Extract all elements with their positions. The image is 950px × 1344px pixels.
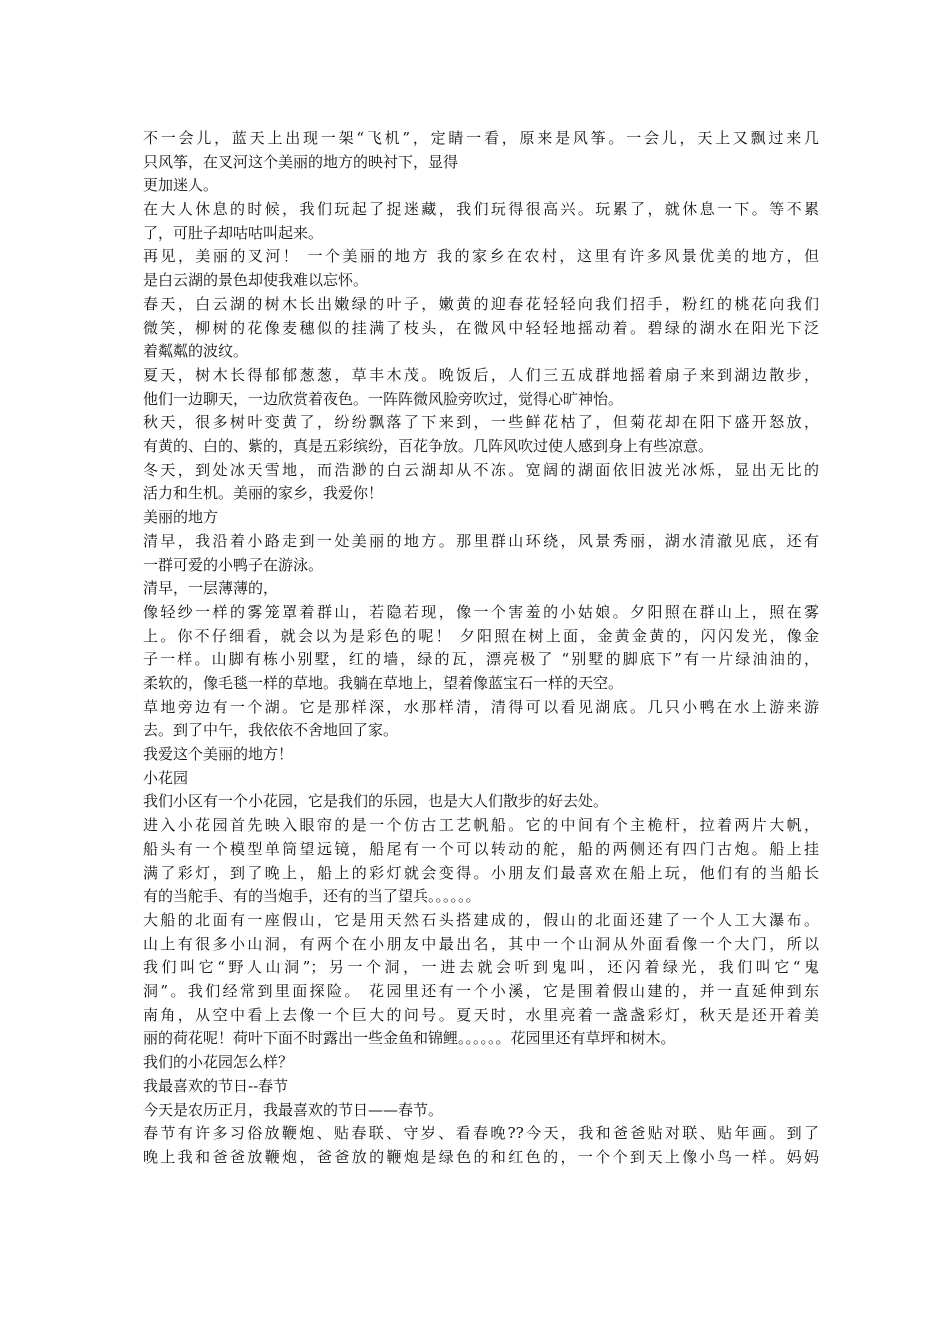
text-line: 更加迷人。 [143,176,219,195]
text-line: 春天，白云湖的树木长出嫩绿的叶子，嫩黄的迎春花轻轻向我们招手，粉红的桃花向我们 [143,294,819,313]
text-line: 上。你不仔细看，就会以为是彩色的呢！ 夕阳照在树上面，金黄金黄的，闪闪发光，像金 [143,626,819,645]
text-line: 船头有一个模型单筒望远镜，船尾有一个可以转动的舵，船的两侧还有四门古炮。船上挂 [143,839,819,858]
text-line: 清早，我沿着小路走到一处美丽的地方。那里群山环绕，风景秀丽，湖水清澈见底，还有 [143,531,819,550]
text-line: 丽的荷花呢！荷叶下面不时露出一些金鱼和锦鲤。。。。。。花园里还有草坪和树木。 [143,1029,676,1048]
text-line: 洞”。我们经常到里面探险。 花园里还有一个小溪，它是围着假山建的，并一直延伸到东 [143,982,819,1001]
text-line: 他们一边聊天，一边欣赏着夜色。一阵阵微风脸旁吹过，觉得心旷神怡。 [143,389,624,408]
text-line: 我爱这个美丽的地方！ [143,745,294,764]
text-line: 我们叫它“野人山洞”；另一个洞，一进去就会听到鬼叫，还闪着绿光，我们叫它“鬼 [143,958,819,977]
text-line: 了，可肚子却咕咕叫起来。 [143,223,324,242]
text-line: 冬天，到处冰天雪地，而浩渺的白云湖却从不冻。宽阔的湖面依旧波光冰烁，显出无比的 [143,460,819,479]
text-line: 一群可爱的小鸭子在游泳。 [143,555,324,574]
text-line: 在大人休息的时候，我们玩起了捉迷藏，我们玩得很高兴。玩累了，就休息一下。等不累 [143,200,819,219]
text-line: 春节有许多习俗放鞭炮、贴春联、守岁、看春晚??今天，我和爸爸贴对联、贴年画。到了 [143,1124,819,1143]
text-line: 满了彩灯，到了晚上，船上的彩灯就会变得。小朋友们最喜欢在船上玩，他们有的当船长 [143,863,819,882]
section-heading: 小花园 [143,768,189,787]
text-line: 柔软的，像毛毯一样的草地。我躺在草地上，望着像蓝宝石一样的天空。 [143,673,624,692]
text-line: 进入小花园首先映入眼帘的是一个仿古工艺帆船。它的中间有个主桅杆，拉着两片大帆， [143,816,819,835]
text-line: 有黄的、白的、紫的，真是五彩缤纷，百花争放。几阵风吹过使人感到身上有些凉意。 [143,437,714,456]
text-line: 子一样。山脚有栋小别墅，红的墙，绿的瓦，漂亮极了 “别墅的脚底下”有一片绿油油的， [143,650,819,669]
text-line: 清早，一层薄薄的， [143,579,279,598]
text-line: 着粼粼的波纹。 [143,342,249,361]
text-line: 我们的小花园怎么样？ [143,1053,294,1072]
text-line: 是白云湖的景色却使我难以忘怀。 [143,271,369,290]
text-line: 南角，从空中看上去像一个巨大的问号。夏天时，水里亮着一盏盏彩灯，秋天是还开着美 [143,1005,819,1024]
text-line: 我们小区有一个小花园，它是我们的乐园，也是大人们散步的好去处。 [143,792,609,811]
text-line: 草地旁边有一个湖。它是那样深，水那样清，清得可以看见湖底。几只小鸭在水上游来游 [143,697,819,716]
document-body [143,127,819,1170]
text-line: 只风筝，在叉河这个美丽的地方的映衬下，显得 [143,152,459,171]
text-line: 夏天，树木长得郁郁葱葱，草丰木茂。晚饭后，人们三五成群地摇着扇子来到湖边散步， [143,365,819,384]
section-heading: 我最喜欢的节日--春节 [143,1076,289,1095]
text-line: 今天是农历正月，我最喜欢的节日——春节。 [143,1100,444,1119]
text-line: 去。到了中午，我依依不舍地回了家。 [143,721,399,740]
text-line: 晚上我和爸爸放鞭炮，爸爸放的鞭炮是绿色的和红色的，一个个到天上像小鸟一样。妈妈 [143,1147,819,1166]
text-line: 有的当舵手、有的当炮手，还有的当了望兵。。。。。。 [143,887,481,906]
text-line: 山上有很多小山洞，有两个在小朋友中最出名，其中一个山洞从外面看像一个大门，所以 [143,934,819,953]
text-line: 像轻纱一样的雾笼罩着群山，若隐若现，像一个害羞的小姑娘。夕阳照在群山上，照在雾 [143,602,819,621]
text-line: 大船的北面有一座假山，它是用天然石头搭建成的，假山的北面还建了一个人工大瀑布。 [143,910,819,929]
text-line: 不一会儿，蓝天上出现一架“飞机”，定睛一看，原来是风筝。一会儿，天上又飘过来几 [143,129,819,147]
text-line: 微笑，柳树的花像麦穗似的挂满了枝头，在微风中轻轻地摇动着。碧绿的湖水在阳光下泛 [143,318,819,337]
section-heading: 美丽的地方 [143,508,219,527]
text-line: 活力和生机。美丽的家乡，我爱你！ [143,484,384,503]
text-line: 秋天，很多树叶变黄了，纷纷飘落了下来到，一些鲜花枯了，但菊花却在阳下盛开怒放， [143,413,819,432]
text-line: 再见，美丽的叉河！ 一个美丽的地方 我的家乡在农村，这里有许多风景优美的地方，但 [143,247,819,266]
